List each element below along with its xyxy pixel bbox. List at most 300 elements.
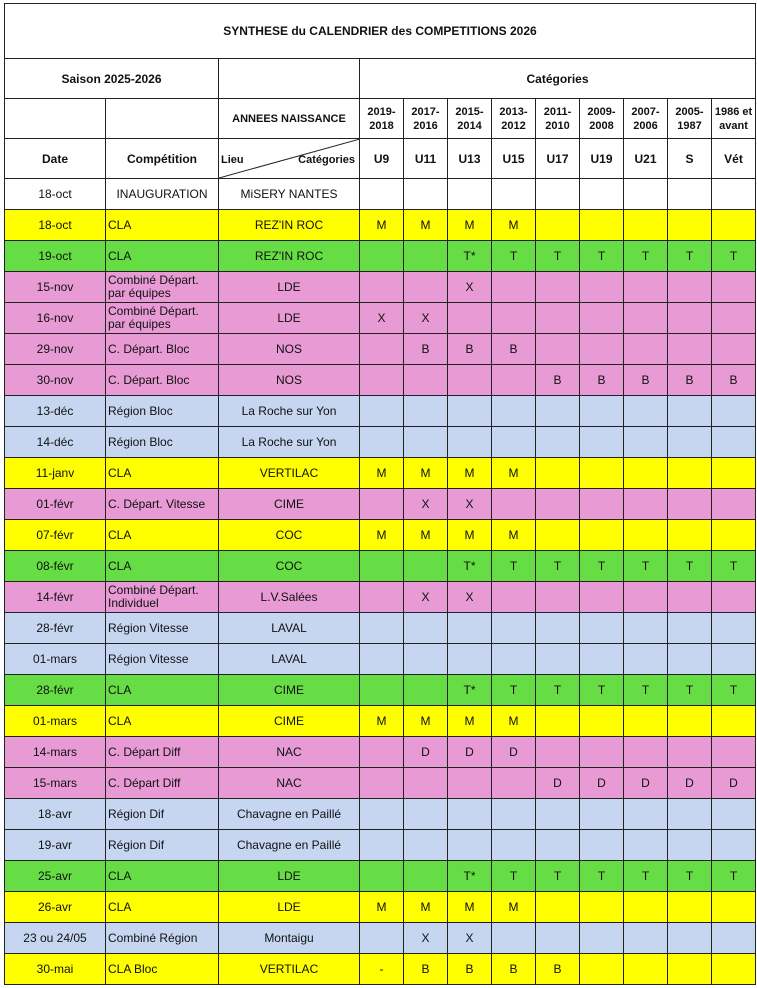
blank-header-cell — [219, 59, 360, 99]
category-value-cell: B — [404, 954, 448, 985]
date-cell: 18-oct — [5, 179, 106, 210]
category-value-cell: B — [492, 334, 536, 365]
category-value-cell — [492, 396, 536, 427]
category-value-cell — [580, 613, 624, 644]
category-value-cell — [580, 303, 624, 334]
table-row — [5, 365, 756, 396]
category-value-cell — [536, 520, 580, 551]
category-value-cell — [580, 272, 624, 303]
category-value-cell — [624, 303, 668, 334]
category-value-cell: M — [360, 520, 404, 551]
table-row — [5, 954, 756, 985]
category-value-cell — [712, 179, 756, 210]
competition-cell: CLA — [106, 551, 219, 582]
category-value-cell — [360, 489, 404, 520]
category-value-cell — [492, 365, 536, 396]
category-value-cell — [624, 179, 668, 210]
lieu-cell: LAVAL — [219, 644, 360, 675]
date-cell: 18-avr — [5, 799, 106, 830]
category-value-cell — [492, 303, 536, 334]
category-value-cell — [712, 892, 756, 923]
category-value-cell — [404, 799, 448, 830]
category-value-cell — [536, 799, 580, 830]
date-cell: 15-nov — [5, 272, 106, 303]
category-value-cell — [580, 799, 624, 830]
category-value-cell — [360, 768, 404, 799]
category-value-cell — [492, 923, 536, 954]
category-header: U19 — [580, 139, 624, 179]
competition-cell: INAUGURATION — [106, 179, 219, 210]
category-value-cell — [712, 737, 756, 768]
category-value-cell — [624, 520, 668, 551]
birth-years-header: 2017-2016 — [404, 99, 448, 139]
category-value-cell: B — [624, 365, 668, 396]
season-label: Saison 2025-2026 — [5, 59, 219, 99]
date-cell: 28-févr — [5, 675, 106, 706]
competition-cell: Combiné Région — [106, 923, 219, 954]
category-value-cell: T — [624, 675, 668, 706]
category-value-cell — [668, 427, 712, 458]
category-value-cell: B — [492, 954, 536, 985]
category-value-cell: M — [404, 520, 448, 551]
lieu-cell: CIME — [219, 675, 360, 706]
category-value-cell — [360, 427, 404, 458]
date-cell: 07-févr — [5, 520, 106, 551]
category-value-cell: X — [448, 272, 492, 303]
lieu-cell: MiSERY NANTES — [219, 179, 360, 210]
calendar-table — [4, 3, 756, 985]
category-value-cell: X — [404, 923, 448, 954]
category-value-cell: M — [360, 458, 404, 489]
category-value-cell — [492, 799, 536, 830]
category-value-cell: X — [404, 582, 448, 613]
category-value-cell — [668, 830, 712, 861]
category-value-cell — [580, 954, 624, 985]
category-value-cell — [712, 582, 756, 613]
category-value-cell: T — [536, 551, 580, 582]
category-value-cell: M — [404, 706, 448, 737]
date-cell: 29-nov — [5, 334, 106, 365]
competition-cell: CLA — [106, 520, 219, 551]
date-cell: 23 ou 24/05 — [5, 923, 106, 954]
lieu-cell: REZ'IN ROC — [219, 241, 360, 272]
date-cell: 08-févr — [5, 551, 106, 582]
category-value-cell — [360, 241, 404, 272]
category-value-cell — [404, 644, 448, 675]
category-value-cell — [448, 179, 492, 210]
competition-column-header: Compétition — [106, 139, 219, 179]
category-value-cell — [580, 737, 624, 768]
category-header: U9 — [360, 139, 404, 179]
competition-cell: C. Départ. Bloc — [106, 334, 219, 365]
category-value-cell — [360, 179, 404, 210]
category-value-cell — [580, 210, 624, 241]
category-value-cell — [668, 210, 712, 241]
category-value-cell: T — [580, 241, 624, 272]
category-value-cell — [624, 334, 668, 365]
category-value-cell: B — [448, 334, 492, 365]
category-value-cell — [712, 954, 756, 985]
lieu-cell: Chavagne en Paillé — [219, 830, 360, 861]
category-header: Vét — [712, 139, 756, 179]
category-value-cell — [712, 458, 756, 489]
category-value-cell — [712, 427, 756, 458]
category-value-cell — [536, 613, 580, 644]
category-value-cell: M — [360, 706, 404, 737]
lieu-cell: La Roche sur Yon — [219, 396, 360, 427]
category-value-cell: M — [448, 458, 492, 489]
category-value-cell — [536, 923, 580, 954]
table-row — [5, 179, 756, 210]
table-row — [5, 768, 756, 799]
category-value-cell: D — [536, 768, 580, 799]
category-value-cell — [360, 644, 404, 675]
category-value-cell — [712, 272, 756, 303]
category-value-cell — [624, 954, 668, 985]
competition-cell: CLA — [106, 861, 219, 892]
category-value-cell — [580, 706, 624, 737]
category-value-cell — [536, 582, 580, 613]
table-row — [5, 520, 756, 551]
table-row — [5, 861, 756, 892]
category-value-cell — [536, 210, 580, 241]
category-value-cell — [624, 706, 668, 737]
category-value-cell: M — [448, 892, 492, 923]
category-value-cell — [624, 644, 668, 675]
category-value-cell — [492, 830, 536, 861]
category-value-cell: T — [536, 675, 580, 706]
category-value-cell — [712, 706, 756, 737]
lieu-cell: LDE — [219, 861, 360, 892]
category-value-cell: M — [448, 706, 492, 737]
category-header: U15 — [492, 139, 536, 179]
lieu-cell: NAC — [219, 768, 360, 799]
category-value-cell — [668, 644, 712, 675]
category-value-cell — [668, 737, 712, 768]
date-cell: 11-janv — [5, 458, 106, 489]
date-cell: 25-avr — [5, 861, 106, 892]
category-value-cell — [492, 768, 536, 799]
category-value-cell — [668, 582, 712, 613]
category-value-cell — [712, 520, 756, 551]
category-value-cell: B — [580, 365, 624, 396]
lieu-cell: L.V.Salées — [219, 582, 360, 613]
table-row — [5, 458, 756, 489]
categories-column-header: Catégories — [298, 154, 355, 166]
category-value-cell — [580, 396, 624, 427]
category-value-cell — [536, 272, 580, 303]
category-value-cell — [668, 799, 712, 830]
category-value-cell — [712, 923, 756, 954]
birth-years-header: 1986 et avant — [712, 99, 756, 139]
category-value-cell — [492, 179, 536, 210]
category-value-cell — [668, 303, 712, 334]
category-value-cell: T — [580, 675, 624, 706]
category-value-cell: X — [448, 489, 492, 520]
category-value-cell — [536, 706, 580, 737]
category-value-cell — [448, 613, 492, 644]
table-row — [5, 892, 756, 923]
category-value-cell — [360, 272, 404, 303]
category-value-cell — [448, 644, 492, 675]
annees-naissance-label: ANNEES NAISSANCE — [219, 99, 360, 139]
competition-cell: Région Dif — [106, 830, 219, 861]
date-cell: 01-févr — [5, 489, 106, 520]
table-row — [5, 427, 756, 458]
table-row — [5, 675, 756, 706]
category-value-cell: T* — [448, 861, 492, 892]
category-value-cell — [536, 334, 580, 365]
category-value-cell — [668, 334, 712, 365]
competition-cell: Combiné Départ. par équipes — [106, 303, 219, 334]
category-value-cell — [404, 427, 448, 458]
category-value-cell — [580, 520, 624, 551]
category-value-cell — [492, 272, 536, 303]
category-value-cell — [580, 458, 624, 489]
competition-cell: CLA — [106, 706, 219, 737]
table-row — [5, 241, 756, 272]
competition-cell: CLA — [106, 675, 219, 706]
category-value-cell — [580, 923, 624, 954]
date-cell: 15-mars — [5, 768, 106, 799]
category-value-cell: M — [360, 210, 404, 241]
category-value-cell — [712, 830, 756, 861]
category-value-cell — [360, 365, 404, 396]
table-row — [5, 737, 756, 768]
birth-years-header: 2015-2014 — [448, 99, 492, 139]
birth-years-header: 2009-2008 — [580, 99, 624, 139]
competition-cell: Combiné Départ. par équipes — [106, 272, 219, 303]
category-value-cell — [712, 799, 756, 830]
lieu-cell: REZ'IN ROC — [219, 210, 360, 241]
category-value-cell — [536, 458, 580, 489]
category-value-cell: X — [404, 303, 448, 334]
category-value-cell — [536, 737, 580, 768]
birth-years-header: 2011-2010 — [536, 99, 580, 139]
category-value-cell — [448, 830, 492, 861]
category-value-cell — [492, 644, 536, 675]
category-value-cell — [360, 582, 404, 613]
category-value-cell — [404, 241, 448, 272]
category-value-cell — [624, 923, 668, 954]
category-value-cell — [624, 830, 668, 861]
category-value-cell — [624, 582, 668, 613]
lieu-cell: VERTILAC — [219, 458, 360, 489]
table-row — [5, 613, 756, 644]
lieu-cell: VERTILAC — [219, 954, 360, 985]
category-value-cell: T — [536, 241, 580, 272]
table-row — [5, 210, 756, 241]
date-column-header: Date — [5, 139, 106, 179]
category-value-cell — [360, 675, 404, 706]
table-row — [5, 582, 756, 613]
category-value-cell — [668, 706, 712, 737]
category-value-cell: M — [404, 210, 448, 241]
category-value-cell — [360, 861, 404, 892]
category-value-cell — [360, 396, 404, 427]
category-header: S — [668, 139, 712, 179]
category-value-cell: M — [360, 892, 404, 923]
competition-cell: Région Dif — [106, 799, 219, 830]
category-value-cell: X — [448, 582, 492, 613]
category-value-cell — [360, 334, 404, 365]
category-value-cell: B — [404, 334, 448, 365]
category-value-cell — [404, 830, 448, 861]
category-value-cell: T — [624, 861, 668, 892]
lieu-cell: CIME — [219, 706, 360, 737]
category-value-cell: D — [668, 768, 712, 799]
category-header: U21 — [624, 139, 668, 179]
categories-header: Catégories — [360, 59, 756, 99]
birth-years-header: 2019-2018 — [360, 99, 404, 139]
category-value-cell — [360, 923, 404, 954]
category-value-cell: T — [536, 861, 580, 892]
category-value-cell — [536, 489, 580, 520]
date-cell: 30-mai — [5, 954, 106, 985]
competition-cell: Région Vitesse — [106, 613, 219, 644]
blank-header-cell — [106, 99, 219, 139]
category-value-cell — [624, 272, 668, 303]
category-value-cell: T — [492, 861, 536, 892]
category-value-cell — [668, 489, 712, 520]
date-cell: 16-nov — [5, 303, 106, 334]
category-value-cell: B — [712, 365, 756, 396]
category-value-cell: D — [712, 768, 756, 799]
date-cell: 14-févr — [5, 582, 106, 613]
category-value-cell — [712, 489, 756, 520]
category-value-cell — [712, 644, 756, 675]
category-header: U11 — [404, 139, 448, 179]
category-value-cell: D — [404, 737, 448, 768]
category-value-cell — [712, 334, 756, 365]
category-header: U13 — [448, 139, 492, 179]
category-value-cell: T — [712, 551, 756, 582]
competition-cell: C. Départ. Bloc — [106, 365, 219, 396]
category-value-cell: M — [448, 210, 492, 241]
category-value-cell: T — [624, 551, 668, 582]
category-value-cell: - — [360, 954, 404, 985]
category-value-cell — [624, 427, 668, 458]
category-value-cell — [404, 272, 448, 303]
category-value-cell — [580, 334, 624, 365]
category-value-cell — [536, 303, 580, 334]
category-value-cell — [668, 923, 712, 954]
table-row — [5, 830, 756, 861]
category-value-cell — [668, 520, 712, 551]
category-value-cell: D — [580, 768, 624, 799]
category-value-cell — [712, 613, 756, 644]
category-value-cell — [668, 613, 712, 644]
lieu-cell: LDE — [219, 303, 360, 334]
category-value-cell: T — [624, 241, 668, 272]
category-value-cell — [580, 582, 624, 613]
category-value-cell — [580, 427, 624, 458]
category-value-cell: B — [536, 365, 580, 396]
category-value-cell: D — [624, 768, 668, 799]
category-value-cell — [668, 179, 712, 210]
category-value-cell — [536, 892, 580, 923]
blank-header-cell — [5, 99, 106, 139]
category-value-cell: D — [448, 737, 492, 768]
category-value-cell — [360, 830, 404, 861]
category-value-cell: T — [668, 241, 712, 272]
category-value-cell — [492, 427, 536, 458]
category-value-cell — [624, 489, 668, 520]
category-value-cell: T — [668, 675, 712, 706]
category-value-cell: M — [492, 210, 536, 241]
category-value-cell — [624, 892, 668, 923]
category-value-cell — [668, 272, 712, 303]
date-cell: 01-mars — [5, 706, 106, 737]
competition-cell: C. Départ Diff — [106, 768, 219, 799]
competition-cell: CLA — [106, 458, 219, 489]
table-row — [5, 551, 756, 582]
category-value-cell: T — [492, 551, 536, 582]
category-value-cell — [492, 489, 536, 520]
table-row — [5, 644, 756, 675]
category-value-cell — [448, 427, 492, 458]
category-value-cell: B — [668, 365, 712, 396]
category-value-cell — [404, 768, 448, 799]
category-value-cell — [448, 303, 492, 334]
category-value-cell — [360, 613, 404, 644]
category-value-cell — [712, 396, 756, 427]
category-value-cell: M — [492, 458, 536, 489]
lieu-cell: La Roche sur Yon — [219, 427, 360, 458]
lieu-cell: LAVAL — [219, 613, 360, 644]
category-value-cell — [360, 737, 404, 768]
category-value-cell: T — [580, 551, 624, 582]
category-header: U17 — [536, 139, 580, 179]
table-row — [5, 799, 756, 830]
date-cell: 28-févr — [5, 613, 106, 644]
category-value-cell — [624, 613, 668, 644]
competition-cell: Région Bloc — [106, 427, 219, 458]
lieu-cell: NAC — [219, 737, 360, 768]
category-value-cell — [404, 675, 448, 706]
table-row — [5, 272, 756, 303]
category-value-cell: T* — [448, 241, 492, 272]
category-value-cell — [448, 396, 492, 427]
category-value-cell: D — [492, 737, 536, 768]
category-value-cell — [536, 644, 580, 675]
category-value-cell: M — [404, 458, 448, 489]
category-value-cell: M — [448, 520, 492, 551]
category-value-cell — [580, 892, 624, 923]
lieu-cell: LDE — [219, 892, 360, 923]
category-value-cell — [448, 799, 492, 830]
category-value-cell: M — [404, 892, 448, 923]
category-value-cell — [404, 613, 448, 644]
competition-cell: CLA — [106, 892, 219, 923]
category-value-cell — [580, 830, 624, 861]
table-row — [5, 334, 756, 365]
category-value-cell — [404, 179, 448, 210]
category-value-cell — [536, 179, 580, 210]
date-cell: 26-avr — [5, 892, 106, 923]
category-value-cell: T — [712, 241, 756, 272]
category-value-cell: T — [668, 861, 712, 892]
category-value-cell — [668, 892, 712, 923]
date-cell: 19-oct — [5, 241, 106, 272]
table-row — [5, 396, 756, 427]
category-value-cell — [536, 396, 580, 427]
category-value-cell — [492, 613, 536, 644]
category-value-cell — [624, 799, 668, 830]
category-value-cell — [624, 396, 668, 427]
date-cell: 18-oct — [5, 210, 106, 241]
lieu-cell: NOS — [219, 365, 360, 396]
